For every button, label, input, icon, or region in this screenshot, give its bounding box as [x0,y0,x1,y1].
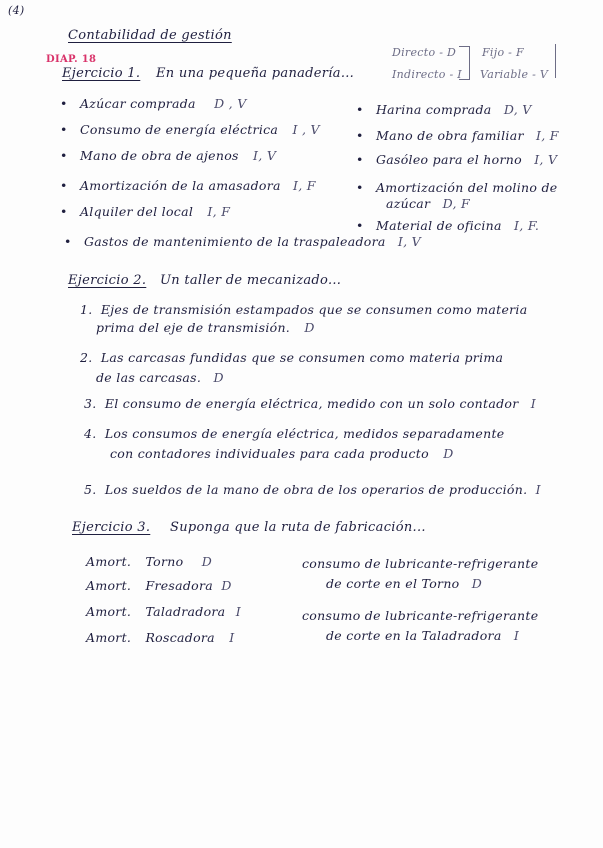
list-item-continuation [326,576,482,591]
item-text: de corte en la Taladradora [326,628,502,643]
cost-tag: D [443,446,454,461]
cost-tag: I [530,396,537,411]
cost-tag: D, F [442,196,471,211]
cost-tag: D [201,554,213,569]
list-item-continuation [96,370,224,385]
item-number: 1. [80,302,93,317]
item-text: Alquiler del local [79,204,194,219]
exercise-2-text: Un taller de mecanizado... [160,273,342,288]
list-item [86,578,232,593]
list-item-continuation [326,628,519,643]
item-text: Material de oficina [375,218,502,233]
list-item [84,482,541,497]
list-item [64,234,421,249]
cost-tag: I [235,604,241,619]
cost-tag: I, V [397,234,422,249]
item-text: Mano de obra familiar [375,128,524,143]
legend-direct: Directo - D [392,46,457,59]
item-text: de corte en el Torno [326,576,460,591]
list-item [84,426,504,441]
list-item [84,396,536,411]
item-text: Los consumos de energía eléctrica, medidos separadamente [104,426,505,441]
list-item [356,128,559,143]
list-item [356,180,557,195]
item-number: 4. [84,426,97,441]
item-number: 2. [80,350,93,365]
list-item [86,630,234,645]
item-text: Harina comprada [375,102,492,117]
cost-tag: D, V [503,102,532,117]
item-text: Taladradora [145,604,226,619]
item-text: Ejes de transmisión estampados que se consumen como materia [100,302,528,317]
cost-tag: D , V [214,96,247,111]
list-item [86,604,241,619]
item-text: de las carcasas. [96,370,202,385]
item-text: consumo de lubricante-refrigerante [302,556,539,571]
item-label: Amort. [86,604,132,619]
list-item [60,204,230,219]
list-item [356,218,539,233]
cost-tag: I, V [253,148,277,163]
cost-tag: I, F [536,128,559,143]
list-item [86,554,212,569]
legend-brace-right [547,44,556,78]
page-number: (4) [8,4,25,17]
item-text: Amortización del molino de [375,180,558,195]
list-item [60,96,247,111]
legend-indirect: Indirecto - I [392,68,462,81]
list-item [60,178,316,193]
exercise-3-text: Suponga que la ruta de fabricación... [170,520,426,535]
item-label: Amort. [86,554,132,569]
cost-tag: I, F. [514,218,540,233]
item-number: 5. [84,482,97,497]
exercise-1-text: En una pequeña panadería... [156,66,355,81]
exercise-2-heading: Ejercicio 2. [68,273,147,288]
item-number: 3. [84,396,97,411]
item-text: consumo de lubricante-refrigerante [302,608,539,623]
list-item [356,102,532,117]
cost-tag: I , V [292,122,320,137]
page-title: Contabilidad de gestión [68,28,232,43]
item-text: Gastos de mantenimiento de la traspaleadora [83,234,386,249]
item-text: Las carcasas fundidas que se consumen como materia prima [100,350,504,365]
item-text: Roscadora [145,630,215,645]
item-text: Amortización de la amasadora [79,178,281,193]
item-text: Fresadora [145,578,214,593]
cost-tag: I [513,628,520,643]
item-text: El consumo de energía eléctrica, medido con un solo contador [104,396,519,411]
cost-tag: D [221,578,232,593]
cost-tag: I [229,630,235,645]
list-item [302,608,538,623]
cost-tag: D [471,576,483,591]
cost-tag: I, V [534,152,558,167]
item-text: Azúcar comprada [79,96,196,111]
list-item [60,148,276,163]
item-text: Gasóleo para el horno [375,152,522,167]
item-text: Consumo de energía eléctrica [79,122,279,137]
legend-brace-left [459,46,470,80]
list-item [80,302,527,317]
list-item [80,350,503,365]
item-text: prima del eje de transmisión. [96,320,291,335]
item-label: Amort. [86,630,132,645]
legend-fixed: Fijo - F [482,46,524,59]
list-item [356,152,557,167]
list-item-continuation [96,320,315,335]
cost-tag: I [535,482,541,497]
cost-tag: D [304,320,315,335]
item-label: Amort. [86,578,132,593]
slide-reference: DIAP. 18 [46,54,97,65]
exercise-3-heading: Ejercicio 3. [72,520,151,535]
cost-tag: I, F [293,178,316,193]
item-text: Mano de obra de ajenos [79,148,239,163]
item-text: Los sueldos de la mano de obra de los operarios de producción. [104,482,528,497]
list-item-continuation [386,196,470,211]
cost-tag: I, F [207,204,231,219]
item-text: Torno [145,554,184,569]
list-item [302,556,538,571]
list-item-continuation [110,446,454,461]
exercise-1-heading: Ejercicio 1. [62,66,141,81]
legend-variable: Variable - V [480,68,549,81]
item-text: azúcar [386,196,431,211]
cost-tag: D [213,370,224,385]
item-text: con contadores individuales para cada producto [110,446,429,461]
list-item [60,122,320,137]
